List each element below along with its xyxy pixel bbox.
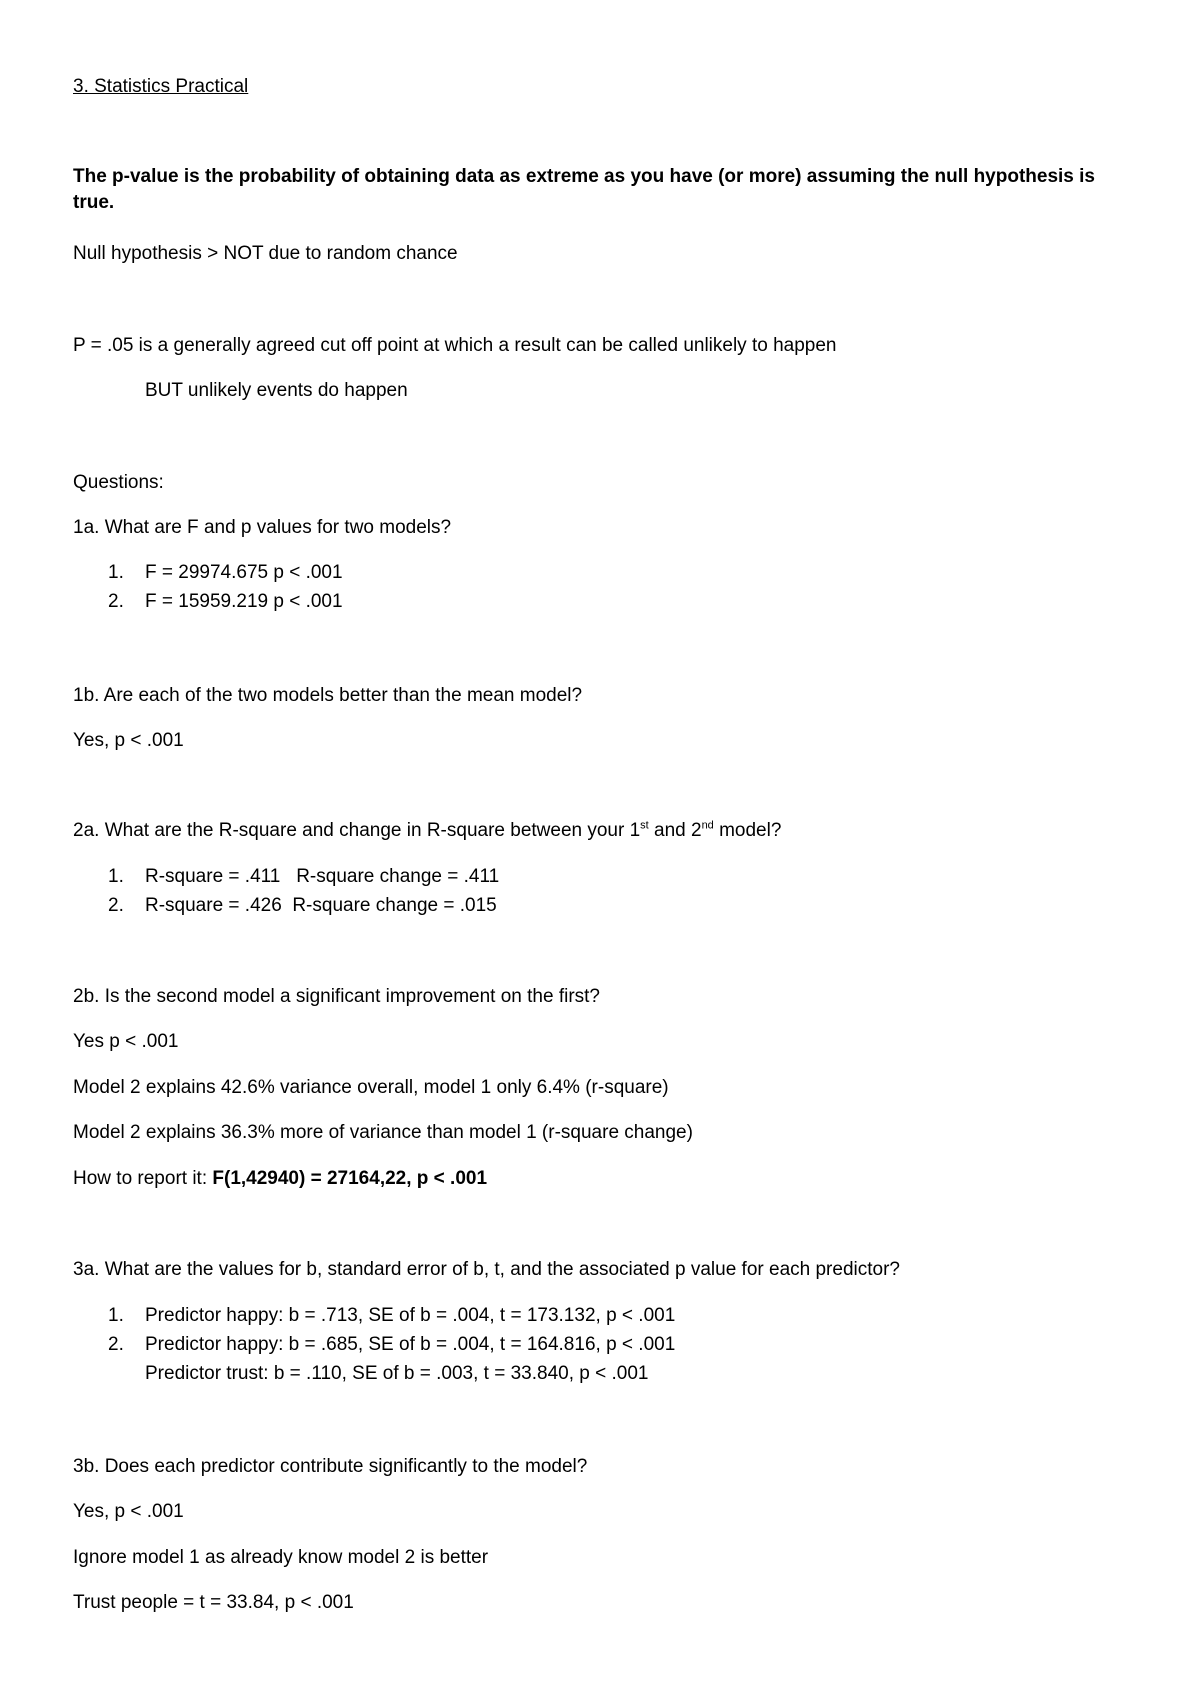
superscript-nd: nd [701,819,714,832]
question-3b: 3b. Does each predictor contribute significantly to the model? [73,1456,588,1477]
answer-1b: Yes, p < .001 [73,730,184,751]
list-item-text: F = 29974.675 p < .001 [145,562,343,583]
list-number: 2. [108,591,124,612]
answer-2b-3: Model 2 explains 36.3% more of variance than model 1 (r-square change) [73,1122,693,1143]
question-2b: 2b. Is the second model a significant improvement on the first? [73,986,600,1007]
answer-2b-1: Yes p < .001 [73,1031,179,1052]
questions-heading: Questions: [73,472,164,493]
question-2a-part: model? [713,820,782,841]
question-2a-part: and 2 [648,820,702,841]
answer-3b-3: Trust people = t = 33.84, p < .001 [73,1592,354,1613]
answer-3b-1: Yes, p < .001 [73,1501,184,1522]
list-item [108,893,497,919]
list-item [108,864,499,890]
list-number: 1. [108,562,124,583]
list-item-text: R-square = .411 R-square change = .411 [145,866,500,887]
report-line [73,1166,1123,1192]
list-item [108,1303,675,1329]
answer-3b-2: Ignore model 1 as already know model 2 is better [73,1547,489,1568]
list-number: 2. [108,1334,124,1355]
page-title: 3. Statistics Practical [73,76,249,97]
answer-2b-2: Model 2 explains 42.6% variance overall, model 1 only 6.4% (r-square) [73,1077,669,1098]
list-item [108,589,343,615]
question-1a: 1a. What are F and p values for two models? [73,517,452,538]
null-hypothesis-line: Null hypothesis > NOT due to random chance [73,243,458,264]
p-value-definition: The p-value is the probability of obtaining data as extreme as you have (or more) assuming the null hypothesis is true. [73,166,1095,213]
list-number: 2. [108,895,124,916]
list-item-text: Predictor happy: b = .685, SE of b = .004, t = 164.816, p < .001 [145,1334,676,1355]
question-3a: 3a. What are the values for b, standard error of b, t, and the associated p value for each predictor? [73,1259,900,1280]
report-label: How to report it: [73,1168,213,1189]
superscript-st: st [640,819,649,832]
list-item-continuation: Predictor trust: b = .110, SE of b = .003, t = 33.840, p < .001 [145,1363,649,1384]
question-1b: 1b. Are each of the two models better than the mean model? [73,685,583,706]
cutoff-line: P = .05 is a generally agreed cut off point at which a result can be called unlikely to happen [73,335,837,356]
list-item-text: R-square = .426 R-square change = .015 [145,895,497,916]
question-2a [73,818,1123,844]
unlikely-events-line: BUT unlikely events do happen [145,380,408,401]
list-item [108,560,343,586]
report-value: F(1,42940) = 27164,22, p < .001 [212,1168,488,1189]
list-item-text: F = 15959.219 p < .001 [145,591,343,612]
list-number: 1. [108,866,124,887]
list-item [108,1332,675,1358]
list-item-text: Predictor happy: b = .713, SE of b = .004, t = 173.132, p < .001 [145,1305,676,1326]
list-number: 1. [108,1305,124,1326]
question-2a-part: 2a. What are the R-square and change in R-square between your 1 [73,820,641,841]
